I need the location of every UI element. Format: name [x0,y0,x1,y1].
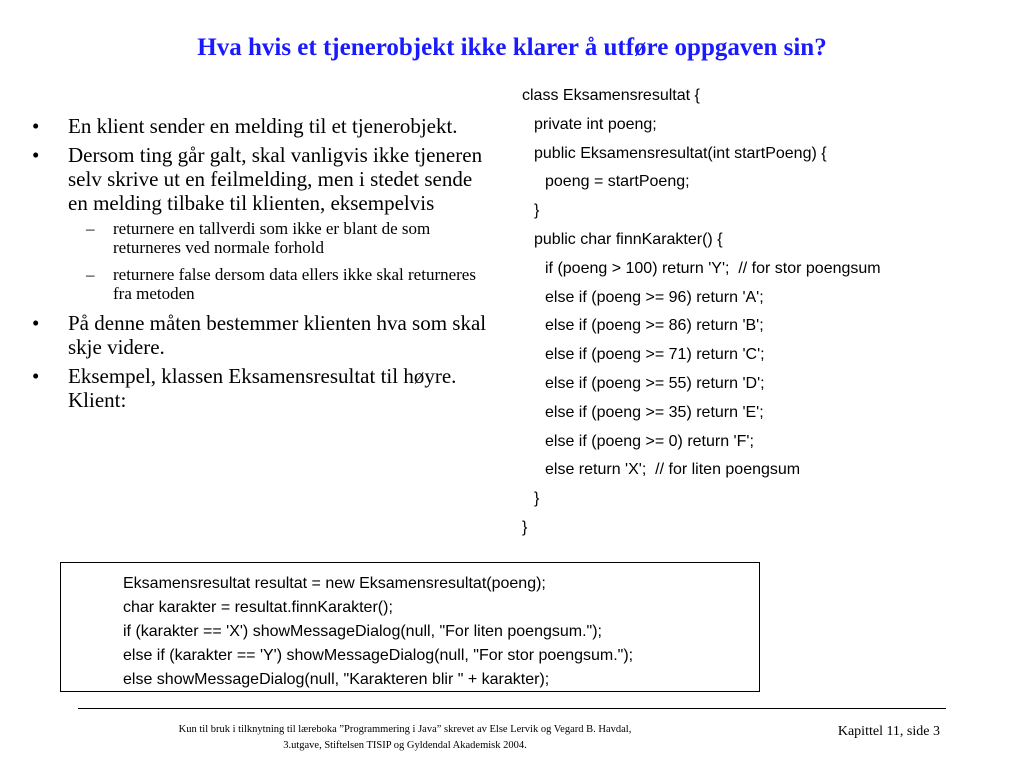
code-line: else if (poeng >= 71) return 'C'; [545,346,765,364]
code-line: } [534,202,540,220]
client-code-line: Eksamensresultat resultat = new Eksamensresultat(poeng); [123,575,546,592]
page-label: Kapittel 11, side 3 [837,724,940,739]
code-line: else if (poeng >= 55) return 'D'; [545,374,765,392]
bullet-text: En klient sender en melding til et tjenerobjekt. [68,114,458,138]
client-code-listing [123,572,743,692]
bullet-text: Eksempel, klassen Eksamensresultat til høyre. Klient: [68,364,457,412]
sub-bullet-list [68,219,492,303]
client-code-line: char karakter = resultat.finnKarakter(); [123,599,393,616]
bullet-list [32,114,492,417]
footer-divider [78,708,946,709]
code-line: class Eksamensresultat { [522,87,700,104]
code-line: else if (poeng >= 86) return 'B'; [545,317,764,335]
code-line: else if (poeng >= 96) return 'A'; [545,288,764,306]
client-code-line: else if (karakter == 'Y') showMessageDialog(null, "For stor poengsum."); [123,647,634,664]
code-line: } [534,490,540,508]
bullet-item [32,114,492,138]
bullet-text: På denne måten bestemmer klienten hva som skal skje videre. [68,311,487,359]
code-line: private int poeng; [534,115,657,133]
sub-bullet-item: – returnere en tallverdi som ikke er blant de som returneres ved normale forhold [68,219,492,257]
client-code-line: else showMessageDialog(null, "Karakteren blir " + karakter); [123,671,550,688]
code-line: else if (poeng >= 0) return 'F'; [545,432,754,450]
bullet-text: Dersom ting går galt, skal vanligvis ikke tjeneren selv skrive ut en feilmelding, men i stedet sende en melding tilbake til klienten, eksempelvis [68,143,483,215]
bullet-item [32,311,492,359]
code-line: public char finnKarakter() { [534,230,723,248]
code-line: } [522,518,528,536]
footer-credit-line: Kun til bruk i tilknytning til læreboka ”Programmering i Java” skrevet av Else Lervik og Vegard B. Havdal, [178,724,632,735]
code-line: else if (poeng >= 35) return 'E'; [545,403,764,421]
bullet-item [32,364,492,412]
slide-title: Hva hvis et tjenerobjekt ikke klarer å utføre oppgaven sin? [197,34,827,61]
footer-credit [140,722,670,754]
code-line: poeng = startPoeng; [545,173,690,191]
client-code-line: if (karakter == 'X') showMessageDialog(null, "For liten poengsum."); [123,623,602,640]
class-code-listing [522,86,881,547]
footer-credit-line: 3.utgave, Stiftelsen TISIP og Gyldendal Akademisk 2004. [283,740,527,751]
bullet-item [32,143,492,303]
code-line: else return 'X'; // for liten poengsum [545,461,801,479]
sub-bullet-item: – returnere false dersom data ellers ikke skal returneres fra metoden [68,265,492,303]
code-line: public Eksamensresultat(int startPoeng) { [534,144,827,162]
code-line: if (poeng > 100) return 'Y'; // for stor poengsum [545,259,881,277]
client-code-box [60,562,760,692]
